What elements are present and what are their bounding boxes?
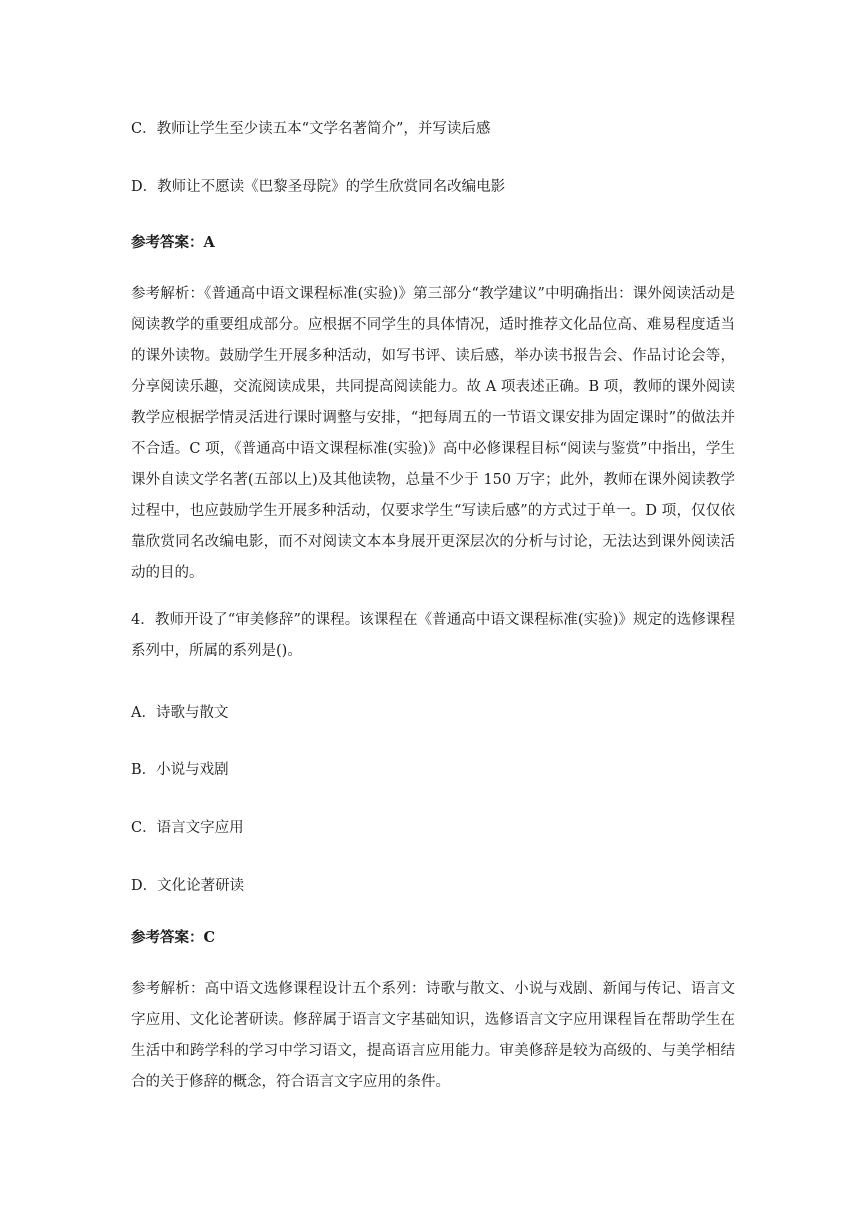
- q3-option-d: D．教师让不愿读《巴黎圣母院》的学生欣赏同名改编电影: [131, 179, 506, 195]
- q4-option-a: A．诗歌与散文: [131, 705, 229, 721]
- q3-option-c: C．教师让学生至少读五本“文学名著简介”，并写读后感: [131, 121, 491, 137]
- q4-analysis: 参考解析：高中语文选修课程设计五个系列：诗歌与散文、小说与戏剧、新闻与传记、语言文字应用、文化论著研读。修辞属于语言文字基础知识，选修语言文字应用课程旨在帮助学生在生活中和跨学科的学习中学习语文，提高语言应用能力。审美修辞是较为高级的、与美学相结合的关于修辞的概念，符合语言文字应用的条件。: [131, 981, 735, 1090]
- q4-option-b: B．小说与戏剧: [131, 762, 229, 778]
- q4-option-d: D．文化论著研读: [131, 878, 245, 894]
- q4-answer: 参考答案：C: [131, 929, 216, 946]
- q4-question: 4．教师开设了“审美修辞”的课程。该课程在《普通高中语文课程标准(实验)》规定的选修课程系列中，所属的系列是()。: [131, 612, 735, 659]
- q3-analysis: 参考解析：《普通高中语文课程标准(实验)》第三部分“教学建议”中明确指出：课外阅读活动是阅读教学的重要组成部分。应根据不同学生的具体情况，适时推荐文化品位高、难易程度适当的课外读物。鼓励学生开展多种活动，如写书评、读后感，举办读书报告会、作品讨论会等，分享阅读乐趣，交流阅读成果，共同提高阅读能力。故 A 项表述正确。B 项，教师的课外阅读教学应根据学情灵活进行课时调整与安排，“把每周五的一节语文课安排为固定课时”的做法并不合适。C 项，《普通高中语文课程标准(实验)》高中必修课程目标“阅读与鉴赏”中指出，学生课外自读文学名著(五部以上)及其他读物，总量不少于 150 万字；此外，教师在课外阅读教学过程中，也应鼓励学生开展多种活动，仅要求学生“写读后感”的方式过于单一。D 项，仅仅依靠欣赏同名改编电影，而不对阅读文本本身展开更深层次的分析与讨论，无法达到课外阅读活动的目的。: [131, 286, 735, 581]
- q4-option-c: C．语言文字应用: [131, 820, 244, 836]
- q3-answer: 参考答案：A: [131, 234, 215, 251]
